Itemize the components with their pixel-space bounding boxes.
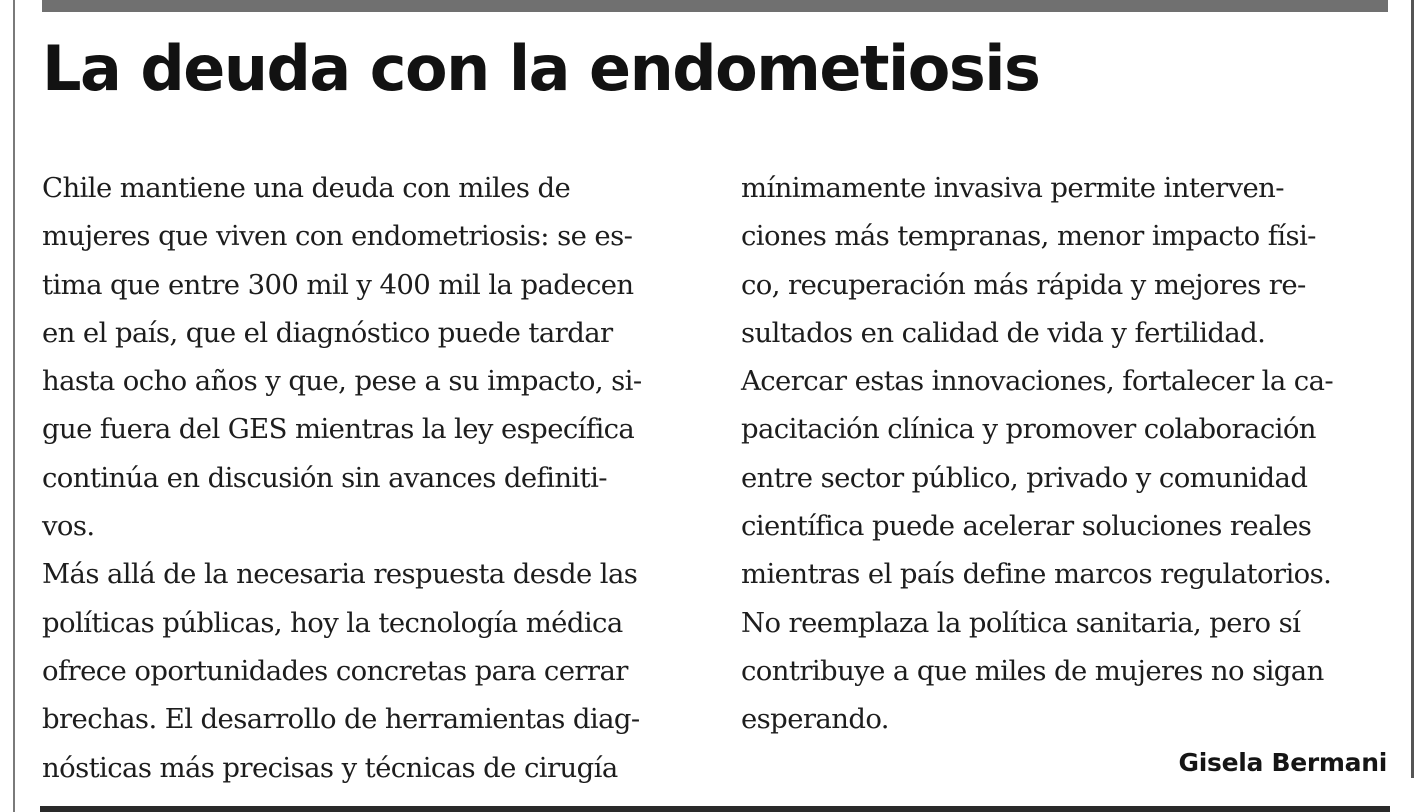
- text-line: brechas. El desarrollo de herramientas diag-: [42, 703, 640, 736]
- text-line: nósticas más precisas y técnicas de cirugía: [42, 751, 618, 784]
- article-headline: La deuda con la endometiosis: [42, 32, 1040, 105]
- text-line: continúa en discusión sin avances definiti-: [42, 461, 607, 494]
- text-line: hasta ocho años y que, pese a su impacto, si-: [42, 365, 642, 398]
- text-line: Acercar estas innovaciones, fortalecer la ca-: [741, 365, 1334, 398]
- text-line: ciones más tempranas, menor impacto físi-: [741, 220, 1316, 253]
- text-line: Más allá de la necesaria respuesta desde las: [42, 558, 638, 591]
- text-line: mujeres que viven con endometriosis: se es-: [42, 220, 633, 253]
- bottom-border-rule: [40, 806, 1390, 812]
- text-line: esperando.: [741, 703, 889, 736]
- left-border-rule: [13, 0, 15, 812]
- text-line: No reemplaza la política sanitaria, pero sí: [741, 606, 1301, 639]
- text-line: mínimamente invasiva permite interven-: [741, 172, 1284, 204]
- text-line: sultados en calidad de vida y fertilidad.: [741, 316, 1266, 349]
- text-line: vos.: [42, 510, 95, 543]
- text-line: científica puede acelerar soluciones reales: [741, 510, 1312, 543]
- top-border-bar: [42, 0, 1388, 12]
- article-column-left: [42, 164, 702, 792]
- text-line: ofrece oportunidades concretas para cerrar: [42, 654, 628, 687]
- right-border-rule: [1411, 0, 1414, 778]
- text-line: políticas públicas, hoy la tecnología médica: [42, 606, 623, 639]
- text-line: en el país, que el diagnóstico puede tardar: [42, 316, 613, 349]
- article-column-right: [741, 164, 1401, 744]
- author-byline: Gisela Bermani: [1178, 748, 1387, 777]
- text-line: gue fuera del GES mientras la ley específica: [42, 413, 635, 446]
- text-line: entre sector público, privado y comunidad: [741, 461, 1308, 494]
- text-line: Chile mantiene una deuda con miles de: [42, 172, 571, 204]
- text-line: contribuye a que miles de mujeres no sigan: [741, 654, 1324, 687]
- text-line: mientras el país define marcos regulatorios.: [741, 558, 1332, 591]
- text-line: co, recuperación más rápida y mejores re-: [741, 268, 1306, 301]
- text-line: pacitación clínica y promover colaboración: [741, 413, 1316, 446]
- text-line: tima que entre 300 mil y 400 mil la padecen: [42, 268, 634, 301]
